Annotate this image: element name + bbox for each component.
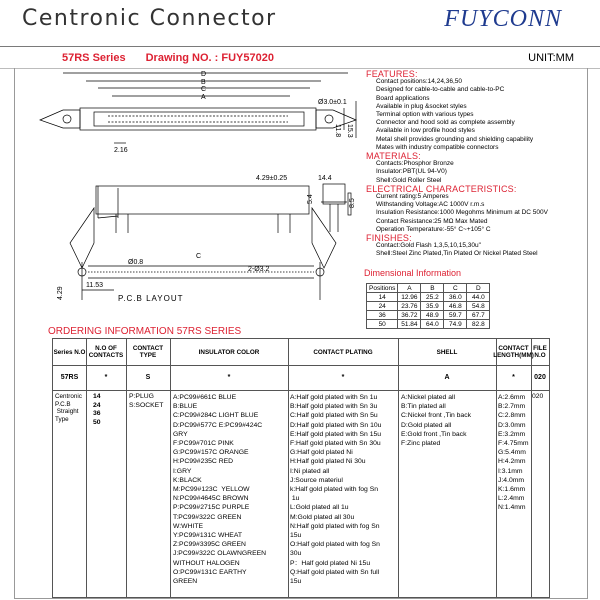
file-number: 020 xyxy=(532,393,544,400)
series-description: Centronic P.C.B Straight Type xyxy=(55,393,82,423)
finish-item: Shell:Steel Zinc Plated,Tin Plated Or Nickel Plated Steel xyxy=(376,250,538,258)
electrical-heading: ELECTRICAL CHARACTERISTICS: xyxy=(366,183,517,194)
table-row xyxy=(367,311,490,320)
header-length: CONTACT LENGTH(MM) xyxy=(493,345,534,359)
electrical-item: Current rating:5 Amperes xyxy=(376,193,449,201)
feature-item: Contact positions:14,24,36,50 xyxy=(376,78,463,86)
finishes-heading: FINISHES: xyxy=(366,233,412,244)
brand-logo: FUYCONN xyxy=(444,6,562,32)
feature-item: Metal shell provides grounding and shielding capability xyxy=(376,135,534,143)
code-length: * xyxy=(512,374,515,381)
electrical-item: Insulation Resistance:1000 Megohms Minimum at DC 500V xyxy=(376,209,548,217)
ordering-title: ORDERING INFORMATION 57RS SERIES xyxy=(48,326,242,337)
contact-types: P:PLUG S:SOCKET xyxy=(129,393,164,409)
header-contact-type: CONTACT TYPE xyxy=(132,345,164,359)
feature-item: Terminal option with various types xyxy=(376,111,474,119)
height-dim-2: 15.3 xyxy=(346,124,353,138)
electrical-item: Contact Resistance:25 MΩ Max Mated xyxy=(376,217,488,225)
series-label: 57RS Series xyxy=(62,52,126,64)
dim-cell: 48.9 xyxy=(421,311,444,320)
feature-item: Designed for cable-to-cable and cable-to-PC xyxy=(376,86,505,94)
dim-cell: 64.0 xyxy=(421,320,444,329)
dim-header-cell: B xyxy=(421,284,444,293)
code-plating: * xyxy=(341,374,345,381)
side-dim-2: 8.5 xyxy=(349,198,356,208)
pcb-dim-c: C xyxy=(196,253,202,260)
code-shell: A xyxy=(444,374,450,381)
electrical-item: Operation Temperature:-55° C~+105° C xyxy=(376,225,491,233)
dim-cell: 82.8 xyxy=(467,320,490,329)
feature-item: Available in plug &socket styles xyxy=(376,102,467,110)
header-file: FILE N.O xyxy=(533,345,547,359)
dim-cell: 50 xyxy=(367,320,398,329)
dim-cell: 67.7 xyxy=(467,311,490,320)
dim-cell: 23.76 xyxy=(398,302,421,311)
pitch-dim: 2.16 xyxy=(114,147,128,154)
code-series: 57RS xyxy=(60,374,79,381)
length-options: A:2.6mm B:2.7mm C:2.8mm D:3.0mm E:3.2mm F:4.75mm G:5.4mm H:4.2mm I:3.1mm J:4.0mm K:1.6mm L:2.4mm N:1.4mm xyxy=(498,394,529,512)
dim-cell: 14 xyxy=(367,293,398,302)
dim-header-cell: C xyxy=(444,284,467,293)
material-item: Contacts:Phosphor Bronze xyxy=(376,160,454,168)
dim-cell: 46.8 xyxy=(444,302,467,311)
page-header xyxy=(0,0,600,47)
feature-item: Available in low profile hood styles xyxy=(376,127,475,135)
header-series: Series N.O xyxy=(53,348,86,356)
material-item: Shell:Gold Roller Steel xyxy=(376,176,442,184)
dim-cell: 35.9 xyxy=(421,302,444,311)
dim-cell: 59.7 xyxy=(444,311,467,320)
dim-label-a: A xyxy=(201,94,206,101)
code-type: S xyxy=(145,374,151,381)
plating-options: A:Half gold plated with Sn 1u B:Half gold plated with Sn 3u C:Half gold plated with Sn 5u D:Half gold plated with Sn 10u E:Half gold plated with Sn 15u F:Half gold plated with Sn 30u G:Half gold plated Ni H:Half gold plated Ni 30u I:Ni plated all J:Source materiul k:Half gold plated with fog Sn 1u L:Gold plated all 1u M:Gold plated all 30u N:Half gold plated with fog Sn 15u O:Half gold plated with fog Sn 30u P：Half gold plated Ni 15u Q:Half gold plated with Sn full 15u xyxy=(290,394,382,586)
technical-drawing xyxy=(18,68,378,328)
header-shell: SHELL xyxy=(436,348,458,356)
side-dim-1: 5.4 xyxy=(307,194,314,204)
series-info xyxy=(62,52,274,64)
materials-list xyxy=(366,160,596,185)
materials-heading: MATERIALS: xyxy=(366,151,421,162)
pcb-left-dim: 4.29 xyxy=(57,286,64,300)
header-insulator: INSULATOR COLOR xyxy=(198,348,260,356)
dim-cell: 36.0 xyxy=(444,293,467,302)
feature-item: Board applications xyxy=(376,94,430,102)
header-row xyxy=(53,339,549,366)
features-heading: FEATURES: xyxy=(366,69,418,79)
header-plating: CONTACT PLATING xyxy=(313,348,373,356)
dim-cell: 74.9 xyxy=(444,320,467,329)
finish-item: Contact:Gold Flash 1,3,5,10,15,30u" xyxy=(376,242,481,250)
code-file: 020 xyxy=(534,374,546,381)
dim-cell: 12.96 xyxy=(398,293,421,302)
code-insulator: * xyxy=(227,374,231,381)
feature-item: Connector and hood sold as complete assembly xyxy=(376,119,515,127)
dimension-table xyxy=(366,283,490,329)
dimension-title: Dimensional Information xyxy=(364,268,462,278)
dim-cell: 44.0 xyxy=(467,293,490,302)
feature-item: Mates with industry compatible connectors xyxy=(376,143,499,151)
finishes-list xyxy=(366,242,596,258)
pcb-small-dim: 11.53 xyxy=(86,282,103,289)
shell-options: A:Nickel plated all B:Tin plated all C:Nickel front ,Tin back D:Gold plated all E:Gold front ,Tin back F:Zinc plated xyxy=(401,394,472,448)
dim-label-b: B xyxy=(201,79,206,86)
ordering-table xyxy=(52,338,550,598)
hole-dim-label: Ø3.0±0.1 xyxy=(318,99,347,106)
dim-cell: 54.8 xyxy=(467,302,490,311)
drawing-number: Drawing NO. : FUY57020 xyxy=(145,52,274,64)
dim-cell: 24 xyxy=(367,302,398,311)
dim-label-d: D xyxy=(201,71,207,78)
height-dim-1: 11.8 xyxy=(334,124,341,138)
electrical-item: Withstanding Voltage:AC 1000V r.m.s xyxy=(376,201,485,209)
side-top-dim: 14.4 xyxy=(318,175,332,182)
dim-header-cell: A xyxy=(398,284,421,293)
dim-cell: 36.72 xyxy=(398,311,421,320)
unit-label: UNIT:MM xyxy=(528,52,574,64)
electrical-list xyxy=(366,193,596,234)
series-bar xyxy=(0,52,600,69)
dim-cell: 51.84 xyxy=(398,320,421,329)
contacts-list: 14 24 36 50 xyxy=(93,393,101,426)
header-contacts: N.O OF CONTACTS xyxy=(88,345,124,359)
table-row xyxy=(367,302,490,311)
pcb-mount-hole-label: 2-Ø3.2 xyxy=(248,266,270,273)
dim-header-cell: D xyxy=(467,284,490,293)
insulator-options: A:PC99#661C BLUE B:BLUE C:PC99#284C LIGHT BLUE D:PC99#577C E:PC99#424C GRY F:PC99#701C PINK G:PC99#157C ORANGE H:PC99#235C RED I:GRY K:BLACK M:PC99#123C YELLOW N:PC99#4645C BROWN P:PC99#2715C PURPLE T:PC99#322C GREEN W:WHITE Y:PC99#131C WHEAT Z:PC99#3395C GREEN J:PC99#322C OLAWNGREEN WITHOUT HALOGEN O:PC99#131C EARTHY GREEN xyxy=(173,394,267,586)
dim-header-cell: Positions xyxy=(367,284,398,293)
features-list xyxy=(366,78,596,152)
code-contacts: * xyxy=(104,374,108,381)
page-title: Centronic Connector xyxy=(22,6,277,31)
dimension-header-row xyxy=(367,284,490,293)
table-row xyxy=(367,293,490,302)
table-row xyxy=(367,320,490,329)
dim-cell: 36 xyxy=(367,311,398,320)
spec-panel xyxy=(366,70,596,259)
dim-cell: 25.2 xyxy=(421,293,444,302)
code-row xyxy=(53,365,549,391)
pcb-layout-label: P.C.B LAYOUT xyxy=(118,294,184,303)
material-item: Insulator:PBT(UL 94-V0) xyxy=(376,168,447,176)
pcb-hole-label: Ø0.8 xyxy=(128,259,144,266)
dim-label-c: C xyxy=(201,86,207,93)
side-left-dim: 4.29±0.25 xyxy=(256,175,288,182)
